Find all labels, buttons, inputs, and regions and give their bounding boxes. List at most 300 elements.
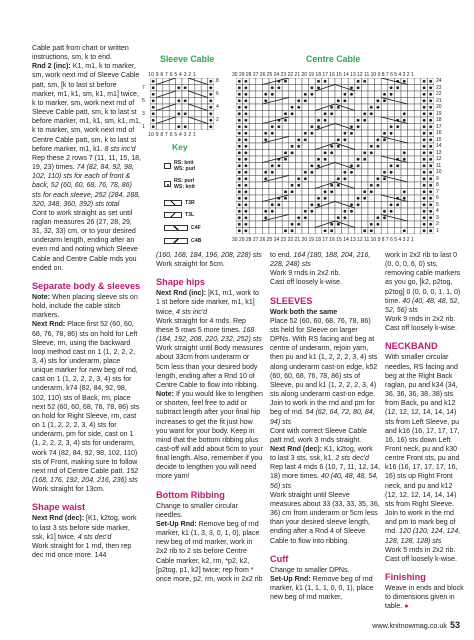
row-number: 16 (436, 130, 442, 136)
purl-dot (429, 138, 432, 141)
purl-dot (284, 197, 287, 200)
chart-cell (276, 130, 283, 137)
chart-cell (295, 91, 302, 98)
purl-dot (330, 106, 333, 109)
row-number: 5 (436, 201, 439, 208)
chart-cell (276, 111, 283, 118)
purl-dot (317, 119, 320, 122)
purl-dot (297, 184, 300, 187)
chart-cell (368, 176, 375, 183)
key-label: T3R (185, 200, 195, 206)
purl-dot (357, 203, 360, 206)
purl-dot (238, 125, 241, 128)
chart-cell (195, 124, 201, 131)
key-label: C4F (191, 225, 201, 231)
purl-dot (284, 229, 287, 232)
purl-dot (390, 171, 393, 174)
row-number: 6 (436, 195, 439, 201)
chart-cell (282, 202, 289, 209)
col1-p3: Rep these 2 rows 7 (11, 11, 15, 18, 19, 23) times. 74 (82, 84, 92, 98, 102, 110) sts for each of front & back, 52 (60, 60, 68, 76, 78, 86) sts for each sleeve, 252 (284, 288, 320, 348, 360, 392) sts total (32, 154, 142, 208)
purl-dot (337, 106, 340, 109)
chart-cell (348, 189, 355, 196)
purl-dot (152, 112, 155, 115)
chart-cell (276, 150, 283, 157)
chart-cell (414, 208, 421, 215)
chart-cell (182, 104, 188, 111)
purl-dot (429, 125, 432, 128)
chart-cell (414, 195, 421, 202)
chart-cell (302, 111, 309, 118)
purl-dot (343, 132, 346, 135)
chart-cell (249, 111, 256, 118)
column-2 (156, 251, 264, 584)
row-number: 19 (436, 110, 442, 117)
chart-cell (342, 156, 349, 163)
col4-p3: Cast off loosely k-wise. (385, 325, 457, 333)
row-number: 24 (436, 78, 442, 84)
chart-cell (315, 150, 322, 157)
row-number: 1 (142, 123, 145, 130)
purl-dot (370, 190, 373, 193)
purl-dot (429, 164, 432, 167)
row-number: 8 (216, 78, 219, 84)
chart-cell (282, 208, 289, 215)
col4-p4: With smaller circular needles, RS facing and beg at the Right Back raglan, pu and k34 (34, 36, 36, 36, 38, 38) sts from Back, pu and k12 (12, 12, 12, 14, 14, 14) sts from Left Sleeve, pu and k16 (16, 17, 17, 17, 16, 16) sts down Left Front neck, pu and k30 centre Front sts, pu and k16 (16, 17, 17, 17, 16, 16) sts up Right Front neck, and pu and k12 (12, 12, 12, 14, 14, 14) sts from Right Sleeve. Join to work in the rnd and pm to mark beg of rnd. 120 (120, 124, 124, 128, 128, 128) sts (385, 354, 461, 545)
chart-cell (394, 221, 401, 228)
chart-cell (256, 85, 263, 92)
chart-cell (295, 202, 302, 209)
chart-cell (269, 143, 276, 150)
purl-dot (324, 112, 327, 115)
chart-cell (302, 163, 309, 170)
chart-cell (408, 208, 415, 215)
chart-cell (375, 150, 382, 157)
key-item (164, 225, 201, 231)
chart-cell (414, 182, 421, 189)
purl-dot (390, 210, 393, 213)
purl-dot (238, 184, 241, 187)
chart-cell (302, 189, 309, 196)
chart-cell (348, 111, 355, 118)
chart-cell (309, 137, 316, 144)
purl-dot (423, 203, 426, 206)
chart-cell (249, 78, 256, 85)
chart-cell (408, 189, 415, 196)
chart-cell (289, 215, 296, 222)
chart-cell (289, 176, 296, 183)
chart-cell (302, 104, 309, 111)
chart-cell (249, 182, 256, 189)
purl-dot (291, 184, 294, 187)
chart-cell (328, 195, 335, 202)
chart-cell (295, 85, 302, 92)
chart-cell (361, 208, 368, 215)
chart-cell (322, 215, 329, 222)
col4-p2: Work 9 rnds in 2x2 rib. (385, 316, 456, 324)
purl-dot (238, 190, 241, 193)
chart-cell (256, 150, 263, 157)
chart-cell (414, 111, 421, 118)
row-number: 3 (142, 110, 145, 117)
chart-cell (315, 189, 322, 196)
chart-cell (408, 104, 415, 111)
chart-cell (375, 208, 382, 215)
chart-cell (249, 221, 256, 228)
purl-dot (238, 164, 241, 167)
chart-cell (414, 228, 421, 235)
chart-cell (355, 215, 362, 222)
purl-dot (238, 138, 241, 141)
purl-dot (284, 119, 287, 122)
chart-cell (335, 169, 342, 176)
chart-cell (302, 195, 309, 202)
purl-dot (324, 190, 327, 193)
purl-dot (337, 145, 340, 148)
chart-cell (361, 215, 368, 222)
chart-cell (375, 189, 382, 196)
chart-cell (414, 78, 421, 85)
purl-dot (429, 171, 432, 174)
purl-dot (152, 80, 155, 83)
chart-cell (276, 182, 283, 189)
purl-dot (277, 164, 280, 167)
purl-dot (310, 171, 313, 174)
chart-cell (375, 202, 382, 209)
chart-cell (269, 111, 276, 118)
purl-dot (423, 158, 426, 161)
key-swatch-icon (164, 225, 188, 231)
purl-dot (337, 177, 340, 180)
chart-cell (269, 228, 276, 235)
chart-cell (302, 221, 309, 228)
chart-cell (401, 202, 408, 209)
purl-dot (244, 216, 247, 219)
chart-cell (348, 137, 355, 144)
chart-cell (182, 117, 188, 124)
row-number: 17 (436, 123, 442, 130)
chart-cell (408, 137, 415, 144)
chart-cell (256, 228, 263, 235)
purl-dot (376, 184, 379, 187)
chart-cell (276, 228, 283, 235)
chart-cell (388, 111, 395, 118)
chart-cell (262, 111, 269, 118)
chart-cell (188, 98, 194, 105)
purl-dot (184, 99, 187, 102)
chart-cell (169, 111, 175, 118)
purl-dot (209, 99, 212, 102)
chart-cell (388, 143, 395, 150)
row-number: 21 (436, 97, 442, 104)
chart-cell (289, 156, 296, 163)
chart-cell (368, 137, 375, 144)
key-title: Key (172, 142, 188, 152)
chart-cell (361, 221, 368, 228)
key-item (164, 178, 195, 190)
chart-cell (408, 78, 415, 85)
chart-cell (408, 182, 415, 189)
chart-cell (335, 117, 342, 124)
purl-dot (238, 132, 241, 135)
purl-dot (238, 151, 241, 154)
purl-dot (423, 223, 426, 226)
chart-cell (355, 169, 362, 176)
heading-separate: Separate body & sleeves (32, 280, 141, 291)
chart-cell (315, 228, 322, 235)
chart-cell (289, 117, 296, 124)
row-number: 8 (436, 182, 439, 188)
purl-dot (238, 99, 241, 102)
purl-dot (244, 223, 247, 226)
chart-cell (256, 189, 263, 196)
chart-cell (394, 143, 401, 150)
chart-cell (414, 202, 421, 209)
purl-dot (423, 80, 426, 83)
purl-dot (330, 151, 333, 154)
chart-cell (348, 176, 355, 183)
purl-dot (357, 86, 360, 89)
purl-dot (317, 80, 320, 83)
col2-p6: Note: If you would like to lengthen or shorten, feel free to add or subtract length after your final hip increases to get the fit just how you want for your body. Keep in mind that the bottom ribbing plus cast-off will add about 5cm to your final length. Also, remember if you decide to lengthen you will need more yarn! (156, 391, 263, 481)
purl-dot (423, 112, 426, 115)
purl-dot (423, 197, 426, 200)
chart-cell (302, 143, 309, 150)
chart-cell (335, 208, 342, 215)
purl-dot (337, 216, 340, 219)
chart-cell (361, 202, 368, 209)
purl-dot (350, 210, 353, 213)
chart-cell (394, 91, 401, 98)
chart-cell (249, 169, 256, 176)
purl-dot (370, 184, 373, 187)
chart-cell (256, 182, 263, 189)
purl-dot (209, 125, 212, 128)
chart-cell (408, 85, 415, 92)
chart-cell (328, 137, 335, 144)
chart-cell (262, 150, 269, 157)
purl-dot (152, 86, 155, 89)
purl-dot (330, 223, 333, 226)
purl-dot (423, 119, 426, 122)
purl-dot (264, 210, 267, 213)
purl-dot (244, 177, 247, 180)
chart-cell (163, 98, 169, 105)
purl-dot (324, 151, 327, 154)
chart-cell (249, 104, 256, 111)
chart-cell (309, 215, 316, 222)
chart-cell (408, 150, 415, 157)
purl-dot (370, 112, 373, 115)
chart-cell (408, 117, 415, 124)
chart-cell (309, 156, 316, 163)
chart-cell (348, 150, 355, 157)
purl-dot (244, 125, 247, 128)
chart-cell (335, 130, 342, 137)
chart-cell (335, 228, 342, 235)
chart-cell (401, 85, 408, 92)
purl-dot (284, 112, 287, 115)
chart-cell (342, 111, 349, 118)
purl-dot (271, 164, 274, 167)
chart-cell (368, 98, 375, 105)
chart-cell (256, 111, 263, 118)
chart-cell (156, 111, 162, 118)
chart-cell (282, 85, 289, 92)
chart-cell (414, 137, 421, 144)
chart-cell (414, 124, 421, 131)
chart-cell (368, 169, 375, 176)
key-item (164, 238, 201, 244)
chart-cell (315, 215, 322, 222)
purl-dot (209, 93, 212, 96)
chart-cell (408, 130, 415, 137)
chart-cell (355, 189, 362, 196)
chart-cell (302, 156, 309, 163)
sleeve-cols-top: 10 9 8 7 6 5 4 3 2 1 (148, 72, 197, 78)
chart-cell (322, 130, 329, 137)
chart-cell (342, 78, 349, 85)
purl-dot (310, 132, 313, 135)
chart-cell (295, 195, 302, 202)
chart-cell (262, 85, 269, 92)
chart-cell (295, 189, 302, 196)
purl-dot (337, 184, 340, 187)
chart-cell (289, 78, 296, 85)
purl-dot (423, 151, 426, 154)
purl-dot (396, 164, 399, 167)
row-number: 11 (436, 162, 442, 169)
purl-dot (284, 80, 287, 83)
chart-cell (381, 189, 388, 196)
chart-cell (348, 156, 355, 163)
chart-cell (249, 189, 256, 196)
key-swatch-icon (164, 163, 171, 169)
row-number: 7 (142, 84, 145, 91)
purl-dot (304, 132, 307, 135)
chart-cell (394, 189, 401, 196)
chart-cell (289, 91, 296, 98)
chart-cell (249, 163, 256, 170)
chart-cell (282, 163, 289, 170)
chart-cell (315, 169, 322, 176)
purl-dot (330, 145, 333, 148)
chart-cell (361, 91, 368, 98)
chart-cell (282, 221, 289, 228)
chart-cell (381, 143, 388, 150)
chart-cell (408, 91, 415, 98)
chart-cell (256, 202, 263, 209)
purl-dot (363, 112, 366, 115)
purl-dot (343, 171, 346, 174)
row-number: 1 (436, 227, 439, 234)
purl-dot (423, 138, 426, 141)
chart-cell (309, 182, 316, 189)
purl-dot (244, 171, 247, 174)
chart-cell (368, 124, 375, 131)
purl-dot (429, 216, 432, 219)
chart-cell (414, 150, 421, 157)
purl-dot (429, 223, 432, 226)
purl-dot (363, 229, 366, 232)
purl-dot (370, 151, 373, 154)
chart-cell (335, 91, 342, 98)
purl-dot (350, 132, 353, 135)
chart-cell (256, 124, 263, 131)
purl-dot (244, 106, 247, 109)
chart-cell (414, 91, 421, 98)
col1-p5: Note: When placing sleeve sts on hold, include the cable stitch markers. (32, 293, 138, 320)
chart-cell (262, 202, 269, 209)
chart-cell (295, 117, 302, 124)
purl-dot (383, 177, 386, 180)
purl-dot (324, 119, 327, 122)
chart-cell (361, 143, 368, 150)
purl-dot (264, 216, 267, 219)
chart-cell (262, 143, 269, 150)
chart-cell (315, 137, 322, 144)
purl-dot (423, 184, 426, 187)
purl-dot (403, 151, 406, 154)
purl-dot (317, 86, 320, 89)
purl-dot (284, 158, 287, 161)
purl-dot (238, 197, 241, 200)
chart-cell (361, 85, 368, 92)
purl-dot (429, 99, 432, 102)
chart-cell (394, 208, 401, 215)
purl-dot (238, 86, 241, 89)
purl-dot (317, 203, 320, 206)
heading-hips: Shape hips (156, 277, 206, 288)
chart-cell (361, 124, 368, 131)
purl-dot (277, 86, 280, 89)
chart-cell (176, 91, 182, 98)
purl-dot (390, 164, 393, 167)
purl-dot (238, 158, 241, 161)
purl-dot (244, 145, 247, 148)
chart-cell (309, 143, 316, 150)
purl-dot (238, 106, 241, 109)
chart-cell (361, 137, 368, 144)
chart-cell (295, 208, 302, 215)
purl-dot (429, 151, 432, 154)
purl-dot (429, 184, 432, 187)
key-label: C4B (191, 238, 202, 244)
purl-dot (376, 138, 379, 141)
col2-p4: Work straight for 4 rnds. Rep these 5 rows 5 more times. 168 (184, 192, 208, 220, 232, 252) sts (156, 317, 262, 344)
chart-cell (295, 163, 302, 170)
chart-cell (249, 85, 256, 92)
chart-cell (256, 98, 263, 105)
chart-cell (328, 169, 335, 176)
chart-cell (355, 228, 362, 235)
purl-dot (177, 112, 180, 115)
purl-dot (357, 197, 360, 200)
purl-dot (238, 210, 241, 213)
col3-p9: Change to smaller DPNs. (270, 566, 350, 574)
purl-dot (357, 125, 360, 128)
purl-dot (403, 80, 406, 83)
chart-cell (302, 228, 309, 235)
chart-cell (335, 189, 342, 196)
purl-dot (264, 138, 267, 141)
purl-dot (209, 119, 212, 122)
purl-dot (209, 80, 212, 83)
chart-cell (388, 221, 395, 228)
chart-cell (309, 78, 316, 85)
purl-dot (423, 216, 426, 219)
chart-cell (169, 98, 175, 105)
chart-cell (169, 124, 175, 131)
